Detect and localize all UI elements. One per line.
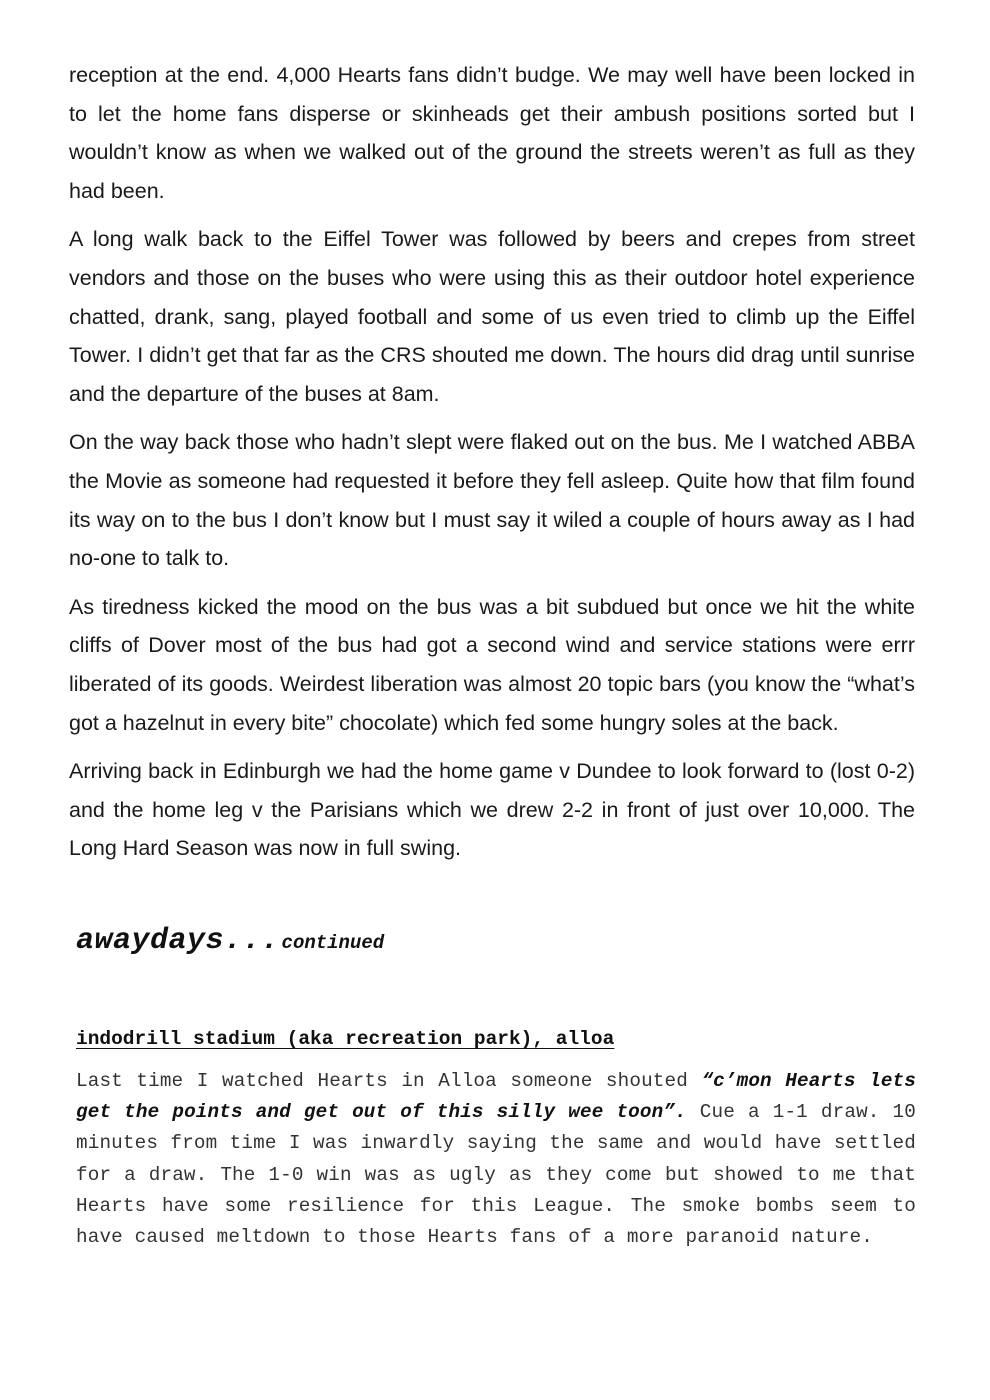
paragraph-eiffel-tower: A long walk back to the Eiffel Tower was followed by beers and crepes from street vendors and those on the buses who were using this as their outdoor hotel experience chatted, drank, sang, played football and some of us even tried to climb up the Eiffel Tower. I didn’t get that far as the CRS shouted me down. The hours did drag until sunrise and the departure of the buses at 8am. bbox=[69, 227, 915, 406]
section-title-alloa: indodrill stadium (aka recreation park), alloa bbox=[76, 1028, 615, 1050]
article-body bbox=[69, 56, 915, 878]
paragraph-reception: reception at the end. 4,000 Hearts fans didn’t budge. We may well have been locked in to let the home fans disperse or skinheads get their ambush positions sorted but I wouldn’t know as when we walked out of the ground the streets weren’t as full as they had been. bbox=[69, 63, 915, 203]
paragraph-way-back: On the way back those who hadn’t slept were flaked out on the bus. Me I watched ABBA the Movie as someone had requested it before they fell asleep. Quite how that film found its way on to the bus I don’t know but I must say it wiled a couple of hours away as I had no-one to talk to. bbox=[69, 430, 915, 571]
awaydays-body-rest: Cue a 1-1 draw. 10 minutes from time I was inwardly saying the same and would have settled for a draw. The 1-0 win was as ugly as they come but showed to me that Hearts have some resilience for this League. The smoke bombs seem to have caused meltdown to those Hearts fans of a more paranoid nature. bbox=[76, 1101, 916, 1249]
awaydays-body bbox=[76, 1066, 916, 1253]
paragraph-arriving-back: Arriving back in Edinburgh we had the home game v Dundee to look forward to (lost 0-2) and the home leg v the Parisians which we drew 2-2 in front of just over 10,000. The Long Hard Season was now in full swing. bbox=[69, 759, 915, 861]
paragraph-tiredness: As tiredness kicked the mood on the bus was a bit subdued but once we hit the white cliffs of Dover most of the bus had got a second wind and service stations were errr liberated of its goods. Weirdest liberation was almost 20 topic bars (you know the “what’s got a hazelnut in every bite” chocolate) which fed some hungry soles at the back. bbox=[69, 594, 915, 735]
awaydays-body-intro: Last time I watched Hearts in Alloa someone shouted bbox=[76, 1070, 702, 1092]
awaydays-heading bbox=[76, 924, 776, 958]
awaydays-body-quote: “c’mon Hearts lets get the points and get out of this silly wee toon”. bbox=[76, 1070, 916, 1124]
awaydays-heading-title: awaydays... bbox=[76, 924, 280, 958]
awaydays-heading-continued: continued bbox=[281, 932, 385, 954]
